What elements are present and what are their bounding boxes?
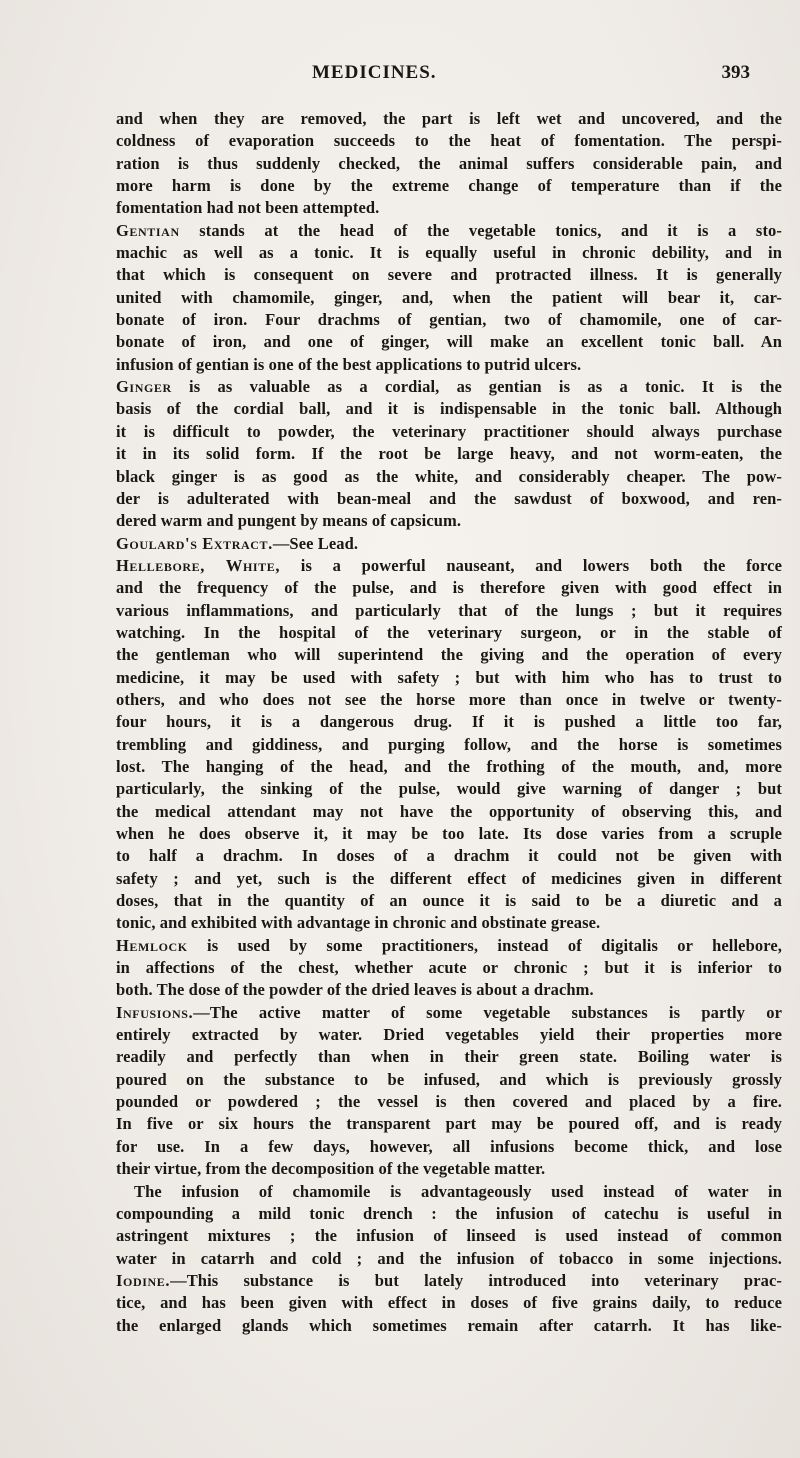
entry-term: Hellebore, White, [116, 555, 281, 575]
text-line [116, 1203, 782, 1225]
line-text: four hours, it is a dangerous drug. If it is pushed a little too far, [116, 712, 782, 732]
body-text [116, 108, 782, 1337]
text-line [116, 220, 782, 242]
text-line [116, 868, 782, 890]
text-line [116, 488, 782, 510]
line-text: it in its solid form. If the root be large heavy, and not worm-eaten, the [116, 444, 782, 464]
line-text: both. The dose of the powder of the dried leaves is about a drachm. [116, 980, 594, 1000]
text-line [116, 979, 782, 1001]
text-line [116, 153, 782, 175]
line-text: is as valuable as a cordial, as gentian is as a tonic. It is the [171, 377, 782, 397]
line-text: particularly, the sinking of the pulse, would give warning of danger ; but [116, 779, 782, 799]
running-head: MEDICINES. [312, 62, 437, 83]
line-text: infusion of gentian is one of the best applications to putrid ulcers. [116, 354, 582, 374]
line-text: bonate of iron, and one of ginger, will make an excellent tonic ball. An [116, 332, 782, 352]
text-line [116, 1315, 782, 1337]
text-line [116, 734, 782, 756]
text-line [116, 1158, 782, 1180]
text-line [116, 108, 782, 130]
line-text: pounded or powdered ; the vessel is then covered and placed by a fire. [116, 1092, 782, 1112]
line-text: tonic, and exhibited with advantage in chronic and obstinate grease. [116, 913, 601, 933]
line-text: The infusion of chamomile is advantageously used instead of water in [134, 1181, 782, 1201]
text-line [116, 421, 782, 443]
text-line [116, 1292, 782, 1314]
line-text: der is adulterated with bean-meal and the sawdust of boxwood, and ren- [116, 488, 782, 508]
line-text: their virtue, from the decomposition of the vegetable matter. [116, 1159, 546, 1179]
line-text: coldness of evaporation succeeds to the heat of fomentation. The perspi- [116, 131, 782, 151]
page-header [150, 62, 750, 92]
text-line [116, 466, 782, 488]
line-text: the enlarged glands which sometimes remain after catarrh. It has like- [116, 1315, 782, 1335]
text-line [116, 1002, 782, 1024]
line-text: various inflammations, and particularly that of the lungs ; but it requires [116, 600, 782, 620]
line-text: stands at the head of the vegetable tonics, and it is a sto- [179, 220, 782, 240]
line-text: entirely extracted by water. Dried vegetables yield their properties more [116, 1025, 782, 1045]
line-text: poured on the substance to be infused, and which is previously grossly [116, 1069, 782, 1089]
line-text: readily and perfectly than when in their green state. Boiling water is [116, 1047, 782, 1067]
text-line [116, 1136, 782, 1158]
line-text: basis of the cordial ball, and it is indispensable in the tonic ball. Although [116, 399, 782, 419]
text-line [116, 667, 782, 689]
line-text: water in catarrh and cold ; and the infusion of tobacco in some injections. [116, 1248, 782, 1268]
text-line [116, 756, 782, 778]
text-line [116, 845, 782, 867]
line-text: united with chamomile, ginger, and, when the patient will bear it, car- [116, 287, 782, 307]
line-text: that which is consequent on severe and protracted illness. It is generally [116, 265, 782, 285]
text-line [116, 197, 782, 219]
line-text: lost. The hanging of the head, and the frothing of the mouth, and, more [116, 756, 782, 776]
line-text: to half a drachm. In doses of a drachm it could not be given with [116, 846, 782, 866]
line-text: safety ; and yet, such is the different effect of medicines given in different [116, 868, 782, 888]
text-line [116, 577, 782, 599]
text-line [116, 1046, 782, 1068]
line-text: more harm is done by the extreme change of temperature than if the [116, 176, 782, 196]
line-text: in affections of the chest, whether acute or chronic ; but it is inferior to [116, 958, 782, 978]
text-line [116, 957, 782, 979]
text-line [116, 1024, 782, 1046]
line-text: is a powerful nauseant, and lowers both the force [280, 555, 782, 575]
line-text: —This substance is but lately introduced into veterinary prac- [170, 1270, 782, 1290]
line-text: medicine, it may be used with safety ; but with him who has to trust to [116, 667, 782, 687]
line-text: —The active matter of some vegetable substances is partly or [193, 1002, 782, 1022]
entry-term: Infusions. [116, 1002, 194, 1022]
text-line [116, 1248, 782, 1270]
text-line [116, 354, 782, 376]
line-text: trembling and giddiness, and purging follow, and the horse is sometimes [116, 734, 782, 754]
line-text: and the frequency of the pulse, and is therefore given with good effect in [116, 578, 782, 598]
text-line [116, 600, 782, 622]
text-line [116, 890, 782, 912]
line-text: bonate of iron. Four drachms of gentian, two of chamomile, one of car- [116, 310, 782, 330]
line-text: tice, and has been given with effect in doses of five grains daily, to reduce [116, 1293, 782, 1313]
text-line [116, 287, 782, 309]
text-line [116, 1270, 782, 1292]
line-text: the medical attendant may not have the opportunity of observing this, and [116, 801, 782, 821]
entry-term: Iodine. [116, 1270, 171, 1290]
text-line [116, 711, 782, 733]
text-line [116, 689, 782, 711]
line-text: it is difficult to powder, the veterinary practitioner should always purchase [116, 421, 782, 441]
line-text: doses, that in the quantity of an ounce it is said to be a diuretic and a [116, 891, 782, 911]
text-line [116, 264, 782, 286]
text-line [116, 130, 782, 152]
text-line [116, 778, 782, 800]
text-line [116, 644, 782, 666]
line-text: In five or six hours the transparent part may be poured off, and is ready [116, 1114, 782, 1134]
line-text: astringent mixtures ; the infusion of linseed is used instead of common [116, 1226, 782, 1246]
entry-term: Gentian [116, 220, 180, 240]
entry-term: Hemlock [116, 935, 188, 955]
text-line [116, 533, 782, 555]
line-text: ration is thus suddenly checked, the animal suffers considerable pain, and [116, 153, 782, 173]
line-text: is used by some practitioners, instead of digitalis or hellebore, [187, 935, 782, 955]
text-line [116, 175, 782, 197]
line-text: compounding a mild tonic drench : the infusion of catechu is useful in [116, 1203, 782, 1223]
text-line [116, 398, 782, 420]
line-text: and when they are removed, the part is left wet and uncovered, and the [116, 109, 782, 128]
text-line [116, 331, 782, 353]
text-line [116, 1069, 782, 1091]
text-line [116, 912, 782, 934]
text-line [116, 309, 782, 331]
text-line [116, 622, 782, 644]
text-line [116, 1225, 782, 1247]
text-line [116, 1113, 782, 1135]
text-line [116, 555, 782, 577]
page-number: 393 [721, 62, 750, 83]
line-text: —See Lead. [272, 533, 359, 553]
line-text: others, and who does not see the horse more than once in twelve or twenty- [116, 689, 782, 709]
text-line [116, 242, 782, 264]
line-text: for use. In a few days, however, all infusions become thick, and lose [116, 1136, 782, 1156]
text-line [116, 823, 782, 845]
text-line [116, 443, 782, 465]
text-line [116, 801, 782, 823]
line-text: fomentation had not been attempted. [116, 198, 380, 218]
text-line [116, 510, 782, 532]
line-text: when he does observe it, it may be too late. Its dose varies from a scruple [116, 824, 782, 843]
line-text: watching. In the hospital of the veterinary surgeon, or in the stable of [116, 622, 782, 642]
line-text: dered warm and pungent by means of capsicum. [116, 511, 462, 531]
entry-term: Ginger [116, 377, 172, 397]
text-line [116, 935, 782, 957]
line-text: the gentleman who will superintend the giving and the operation of every [116, 645, 782, 665]
line-text: machic as well as a tonic. It is equally useful in chronic debility, and in [116, 243, 782, 263]
text-line [116, 376, 782, 398]
line-text: black ginger is as good as the white, and considerably cheaper. The pow- [116, 466, 782, 486]
text-line [116, 1181, 782, 1203]
entry-term: Goulard's Extract. [116, 533, 273, 553]
text-line [116, 1091, 782, 1113]
